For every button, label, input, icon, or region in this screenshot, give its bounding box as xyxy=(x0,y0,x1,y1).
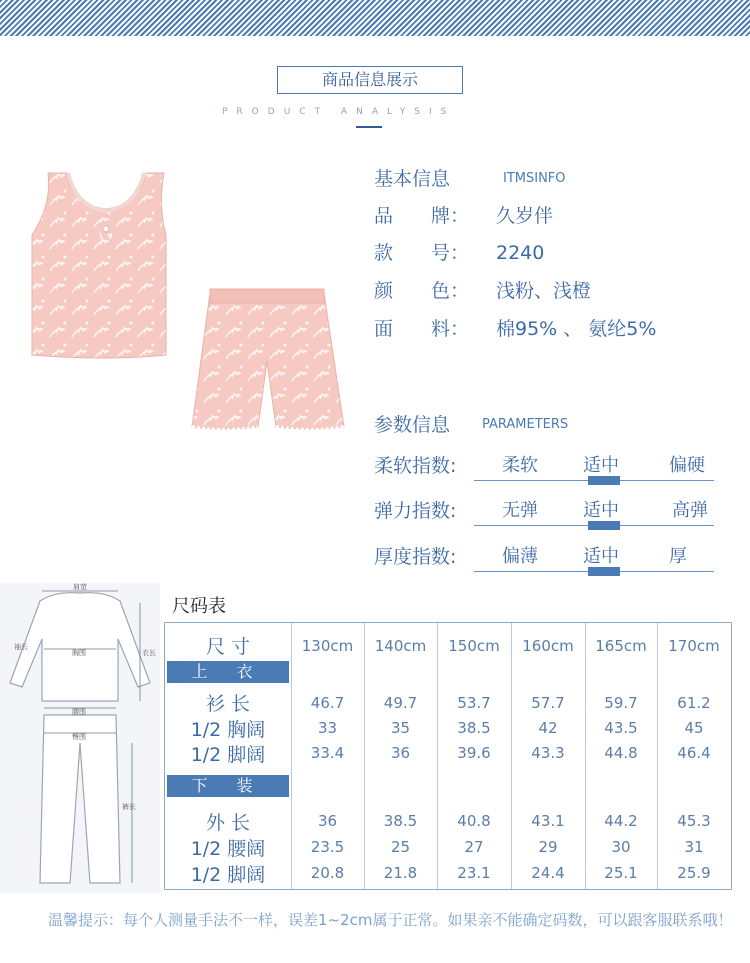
info-row-brand xyxy=(374,201,553,233)
size-tip-note: 温馨提示：每个人测量手法不一样，误差1~2cm属于正常。如果亲不能确定码数，可以跟客服联系哦！ xyxy=(48,911,733,929)
table-cell: 27 xyxy=(464,838,484,856)
diagram-label-length: 衣长 xyxy=(142,649,156,657)
info-value: 浅粉、浅橙 xyxy=(496,280,592,302)
table-cell: 38.5 xyxy=(457,719,491,737)
row-label: 1/2 胸阔 xyxy=(190,719,266,741)
info-label: 颜 色： xyxy=(374,280,470,302)
param-row-elasticity xyxy=(374,496,714,530)
size-chart-title: 尺码表 xyxy=(172,596,226,617)
diagram-label-pants-length: 裤长 xyxy=(122,803,136,811)
measurement-diagram xyxy=(0,583,160,893)
table-cell: 45.3 xyxy=(677,812,711,830)
param-option-selected: 适中 xyxy=(583,500,619,521)
diagram-label-chest: 胸围 xyxy=(72,649,86,657)
basic-info-heading-en: ITMSINFO xyxy=(503,171,566,186)
table-cell: 53.7 xyxy=(457,694,491,712)
table-cell: 49.7 xyxy=(383,694,418,712)
param-option: 偏硬 xyxy=(669,455,705,476)
param-selected-marker xyxy=(588,567,620,576)
size-col-header: 170cm xyxy=(668,637,720,655)
table-cell: 44.8 xyxy=(604,744,638,762)
top-stripe-band xyxy=(0,0,750,36)
size-header-label: 尺 寸 xyxy=(205,636,251,658)
row-label: 外 长 xyxy=(205,812,251,834)
table-cell: 46.4 xyxy=(677,744,711,762)
row-label: 衫 长 xyxy=(205,693,251,715)
size-col-header: 130cm xyxy=(301,637,354,655)
table-cell: 25 xyxy=(390,838,411,856)
table-cell: 20.8 xyxy=(310,864,345,882)
param-option-selected: 适中 xyxy=(583,546,619,567)
table-cell: 39.6 xyxy=(457,744,491,762)
table-cell: 42 xyxy=(538,719,558,737)
param-selected-marker xyxy=(588,521,620,530)
table-cell: 23.1 xyxy=(457,864,491,882)
param-label: 柔软指数: xyxy=(374,455,457,477)
info-row-style-no xyxy=(374,238,544,270)
info-label: 面 料： xyxy=(374,318,470,340)
size-col-header: 150cm xyxy=(448,637,500,655)
size-col-header: 160cm xyxy=(522,637,574,655)
table-cell: 23.5 xyxy=(310,838,345,856)
table-cell: 36 xyxy=(317,812,338,830)
param-option: 厚 xyxy=(669,546,687,567)
table-cell: 33.4 xyxy=(310,744,345,762)
section-bar-bottom: 下 装 xyxy=(167,775,289,797)
table-cell: 43.3 xyxy=(531,744,565,762)
shorts xyxy=(192,289,344,430)
param-label: 弹力指数: xyxy=(374,500,457,522)
param-option: 偏薄 xyxy=(502,546,538,567)
table-cell: 36 xyxy=(390,744,411,762)
table-cell: 21.8 xyxy=(383,864,418,882)
size-col-header: 140cm xyxy=(374,637,427,655)
info-label: 品 牌： xyxy=(374,205,470,227)
param-option: 柔软 xyxy=(502,455,538,476)
table-cell: 43.5 xyxy=(604,719,638,737)
table-cell: 25.1 xyxy=(604,864,638,882)
table-cell: 45 xyxy=(684,719,704,737)
title-underline xyxy=(356,126,382,128)
diagram-label-hip: 臀围 xyxy=(72,733,86,741)
tank-top xyxy=(32,173,166,358)
params-heading-en: PARAMETERS xyxy=(482,417,569,432)
info-row-fabric xyxy=(374,314,656,346)
table-cell: 31 xyxy=(684,838,704,856)
table-cell: 30 xyxy=(611,838,631,856)
param-row-softness xyxy=(374,451,714,485)
table-cell: 40.8 xyxy=(457,812,491,830)
param-option-selected: 适中 xyxy=(583,455,619,476)
table-cell: 29 xyxy=(538,838,558,856)
row-label: 1/2 脚阔 xyxy=(190,864,266,886)
table-cell: 25.9 xyxy=(677,864,711,882)
param-option: 高弹 xyxy=(672,500,708,521)
table-cell: 33 xyxy=(317,719,338,737)
basic-info-heading: 基本信息 xyxy=(374,168,451,190)
table-cell: 61.2 xyxy=(677,694,711,712)
size-col-header: 165cm xyxy=(595,637,647,655)
size-table xyxy=(164,622,732,890)
param-selected-marker xyxy=(588,476,620,485)
param-option: 无弹 xyxy=(502,500,538,521)
table-cell: 38.5 xyxy=(383,812,418,830)
table-cell: 46.7 xyxy=(310,694,345,712)
table-cell: 43.1 xyxy=(531,812,565,830)
diagram-label-waist: 腰围 xyxy=(72,708,86,716)
info-value: 棉95% 、 氨纶5% xyxy=(496,318,657,340)
row-label: 1/2 腰阔 xyxy=(190,838,266,860)
info-value: 2240 xyxy=(496,242,545,264)
info-value: 久岁伴 xyxy=(496,205,554,227)
row-label: 1/2 脚阔 xyxy=(190,744,266,766)
diagram-label-shoulder: 肩宽 xyxy=(73,583,87,591)
section-bar-top: 上 衣 xyxy=(167,661,289,683)
section-title: 商品信息展示 xyxy=(277,66,463,94)
param-row-thickness xyxy=(374,542,714,576)
garment-image xyxy=(26,165,356,465)
info-label: 款 号： xyxy=(374,242,470,264)
diagram-label-sleeve: 袖长 xyxy=(14,643,28,651)
info-row-color xyxy=(374,276,591,308)
table-cell: 35 xyxy=(390,719,411,737)
param-label: 厚度指数: xyxy=(374,546,457,568)
table-cell: 59.7 xyxy=(604,694,638,712)
section-subtitle: PRODUCT ANALYSIS xyxy=(222,107,456,117)
table-cell: 57.7 xyxy=(531,694,565,712)
params-heading: 参数信息 xyxy=(374,414,451,436)
table-cell: 44.2 xyxy=(604,812,638,830)
table-cell: 24.4 xyxy=(531,864,565,882)
